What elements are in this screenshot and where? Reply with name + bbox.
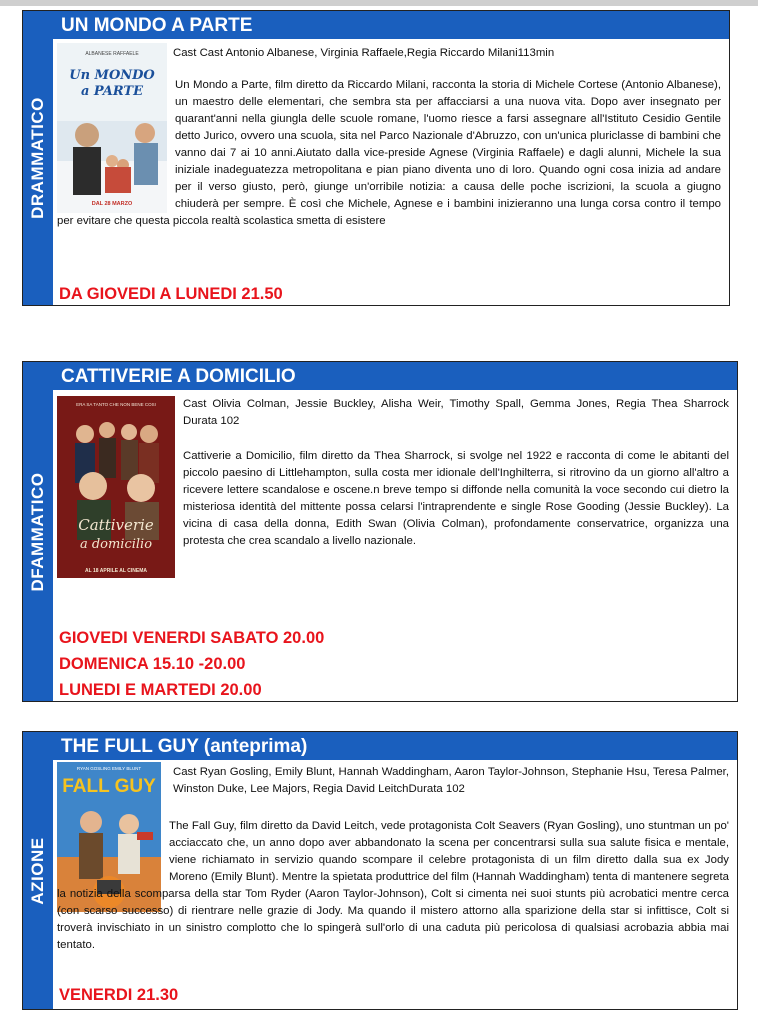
top-bar — [0, 0, 758, 6]
poster-title-line2: a domicilio — [79, 537, 153, 552]
poster-title-line1: FALL GUY — [62, 776, 156, 797]
film-cast: Cast Ryan Gosling, Emily Blunt, Hannah Waddingham, Aaron Taylor-Johnson, Stephanie Hsu, Teresa Palmer, Winston Duke, Lee Majors, Regia David LeitchDurata 102 — [173, 766, 729, 795]
film-cast: Cast Cast Antonio Albanese, Virginia Raffaele,Regia Riccardo Milani113min — [173, 47, 555, 59]
film-description: The Fall Guy, film diretto da David Leitch, vede protagonista Colt Seavers (Ryan Gosling), uno stuntman un po' acciaccato che, un anno dopo aver abbandonato la scena per concentrarsi sulla sua salute fisica e mentale, viene richiamato in servizio quando scompare il celebre protagonista di un film diretto dalla sua ex Jody Moreno (Emily Blunt). Mentre la spietata produttrice del film (Hannah Waddingham) tenta di mantenere segreta la notizia della scomparsa della star Tom Ryder (Aaron Taylor-Johnson), Colt si cimenta nei suoi stunts più acrobatici mentre cerca (con scarso successo) di rientrare nelle grazie di Jody. Ma quando il mistero attorno alla sparizione della star si infittisce, Colt si troverà invischiato in un sinistro complotto che lo spingerà sull'orlo di una caduta più pericolosa di qualsiasi acrobazia abbia mai tentato. — [57, 820, 729, 951]
film-title: CATTIVERIE A DOMICILIO — [53, 362, 737, 390]
poster-tagline: ERA SA TANTO CHE NON BENE COSI — [76, 402, 156, 407]
showtime-line: VENERDI 21.30 — [59, 986, 179, 1004]
film-card-1 — [22, 10, 730, 306]
poster-footer: DAL 28 MARZO — [91, 201, 133, 207]
showtimes — [59, 982, 178, 1008]
poster-title-line1: Un MONDO — [69, 68, 155, 83]
showtime-line: DA GIOVEDI A LUNEDI 21.50 — [59, 285, 283, 303]
film-description: Un Mondo a Parte, film diretto da Riccardo Milani, racconta la storia di Michele Cortese (Antonio Albanese), un maestro delle elementari, che sembra sta per affacciarsi a una nuova vita. Dopo aver insegnato per quarant'anni nella giungla delle scuole romane, l'uomo riesce a farsi assegnare all'Istituto Cesidio Gentile detto Jurico, ovvero una scuola, sita nel Parco Nazionale d'Abruzzo, con un'unica pluriclasse di bambini che vanno dai 7 ai 10 anni.Aiutato dalla vice-preside Agnese (Virginia Raffaele) e dagli alunni, Michele la sua iniziale inadeguatezza metropolitana e pian piano diventa uno di loro. Quando ogni cosa inizia ad andare per il verso giusto, però, giunge un'orribile notizia: a causa delle poche iscrizioni, la scuola a giugno chiuderà per sempre. È così che Michele, Agnese e i bambini inizieranno una lunga corsa contro il tempo per evitare che questa piccola realtà scolastica smetta di esistere — [57, 79, 721, 227]
film-card-3 — [22, 731, 738, 1010]
film-title: THE FULL GUY (anteprima) — [53, 732, 737, 760]
poster-title-line2: a PARTE — [80, 84, 144, 99]
film-card-2 — [22, 361, 738, 702]
poster-title-line1: Cattiverie — [78, 516, 154, 534]
film-cast: Cast Olivia Colman, Jessie Buckley, Alisha Weir, Timothy Spall, Gemma Jones, Regia Thea Sharrock Durata 102 — [183, 398, 729, 427]
film-description: Cattiverie a Domicilio, film diretto da Thea Sharrock, si svolge nel 1922 e racconta di come le abitanti del piccolo paesino di Littlehampton, sulla costa mer idionale dell'Inghilterra, si ritrovino da un giorno all'altro a ricevere lettere scandalose e oscene.n breve tempo si diffonde nella comunità la voce secondo cui dietro la misteriosa identità del mittente possa celarsi l'intraprendente e single Rose Gooding (Jessie Buckley). La vicina di casa della donna, Edith Swan (Olivia Colman), profondamente conservatrice, organizza una protesta che crea scandalo a livello nazionale. — [183, 450, 729, 547]
poster-names: ALBANESE RAFFAELE — [85, 51, 139, 57]
showtime-line: GIOVEDI VENERDI SABATO 20.00 — [59, 629, 325, 647]
poster-names: RYAN GOSLING EMILY BLUNT — [76, 766, 142, 771]
genre-label: DRAMMATICO — [23, 11, 53, 305]
showtime-line: LUNEDI E MARTEDI 20.00 — [59, 681, 262, 699]
showtimes — [59, 625, 324, 703]
film-title: UN MONDO A PARTE — [53, 11, 729, 39]
showtimes — [59, 281, 283, 307]
showtime-line: DOMENICA 15.10 -20.00 — [59, 655, 246, 673]
poster-footer: AL 18 APRILE AL CINEMA — [85, 568, 147, 574]
genre-label: AZIONE — [23, 732, 53, 1009]
genre-label: DFAMMATICO — [23, 362, 53, 701]
